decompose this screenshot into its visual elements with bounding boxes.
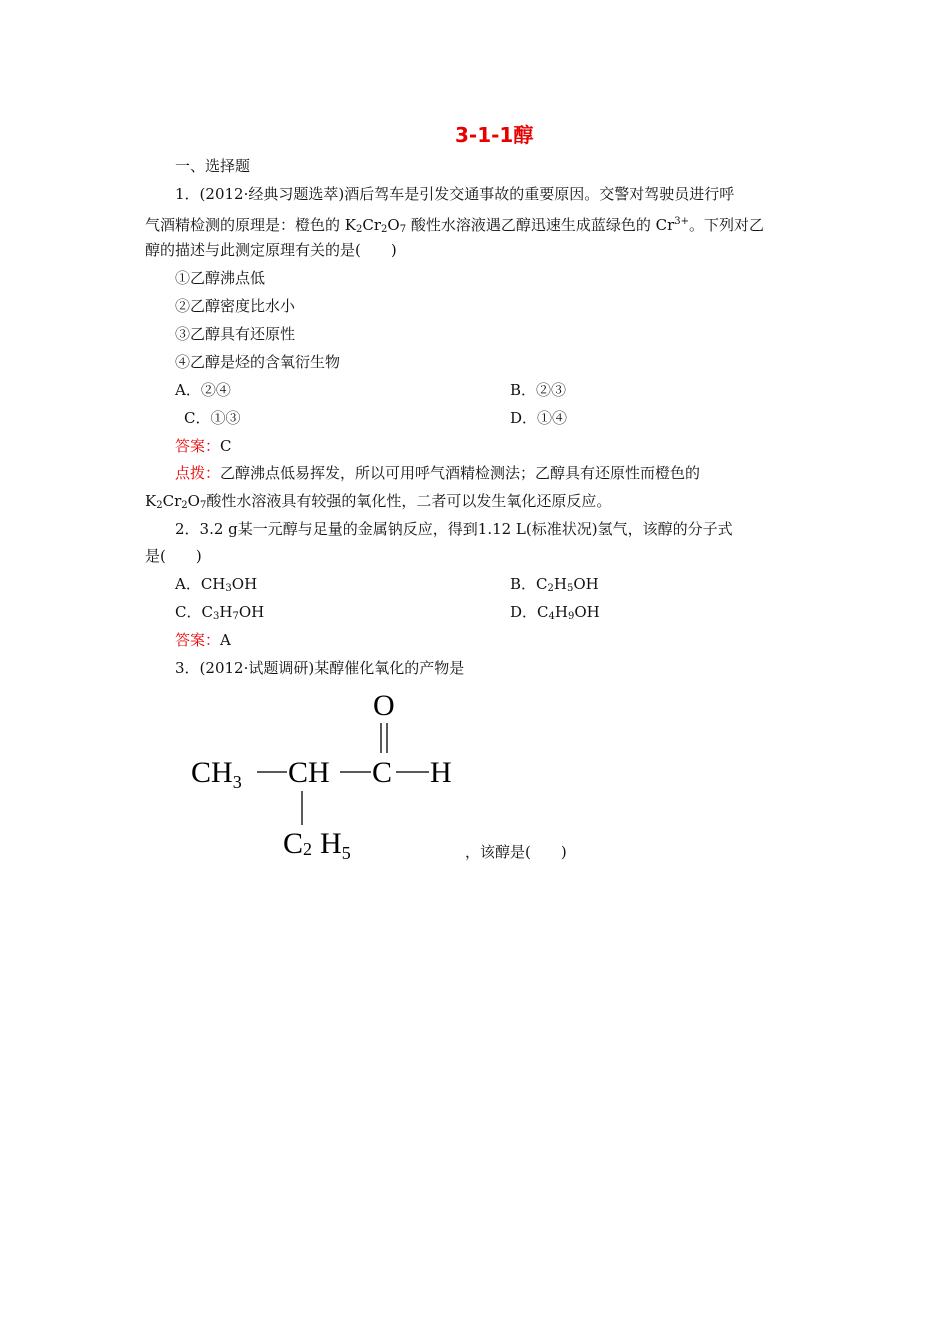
aldehyde-hydrogen: H: [430, 756, 452, 789]
q3-stem-tail: ，该醇是( ): [465, 843, 567, 861]
q1-choice-c: C．①③: [184, 409, 241, 427]
q2-answer: 答案：A: [175, 631, 231, 649]
q1-choice-a: A．②④: [175, 381, 231, 399]
q1-hint-line2: $K_2Cr_2O_7$酸性水溶液具有较强的氧化性，二者可以发生氧化还原反应。: [145, 492, 612, 511]
q1-stem-line3: 醇的描述与此测定原理有关的是( ): [145, 241, 397, 259]
q2-stem-line1: 2．3.2 g某一元醇与足量的金属钠反应，得到1.12 L(标准状况)氢气，该醇的分子式: [175, 520, 733, 538]
q2-choice-d: D．$C_4H_9OH$: [510, 603, 600, 622]
q1-statement-1: ①乙醇沸点低: [175, 269, 266, 287]
q2-choice-a: A．$CH_3OH$: [175, 575, 258, 594]
q1-statement-2: ②乙醇密度比水小: [175, 297, 296, 315]
q2-stem-line2: 是( ): [145, 547, 202, 565]
q1-choice-d: D．①④: [510, 409, 568, 427]
ch3-group: $CH_3$: [191, 756, 242, 792]
q1-stem-line2: 气酒精检测的原理是：橙色的 $K_2Cr_2O_7$ 酸性水溶液遇乙醇迅速生成蓝绿色的 $Cr^{3+}$。下列对乙: [145, 216, 765, 235]
oxygen-atom: O: [373, 689, 395, 722]
q1-choice-b: B．②③: [510, 381, 567, 399]
ethyl-group: C2 $H_5$: [283, 827, 351, 863]
carbonyl-carbon: C: [372, 756, 393, 789]
q2-choice-b: B．$C_2H_5OH$: [510, 575, 599, 594]
q3-stem-line1: 3．(2012·试题调研)某醇催化氧化的产物是: [175, 659, 465, 677]
q1-answer: 答案：C: [175, 437, 232, 455]
structural-formula: [185, 685, 475, 865]
q1-hint-line1: 点拨：乙醇沸点低易挥发，所以可用呼气酒精检测法；乙醇具有还原性而橙色的: [175, 464, 701, 482]
section-heading: 一、选择题: [175, 157, 251, 175]
page-title: 3-1-1醇: [455, 123, 534, 147]
ch-group: CH: [288, 756, 330, 789]
q1-statement-3: ③乙醇具有还原性: [175, 325, 296, 343]
q1-statement-4: ④乙醇是烃的含氧衍生物: [175, 353, 341, 371]
q2-choice-c: C．$C_3H_7OH$: [175, 603, 265, 622]
q1-stem-line1: 1．(2012·经典习题选萃)酒后驾车是引发交通事故的重要原因。交警对驾驶员进行呼: [175, 185, 735, 203]
